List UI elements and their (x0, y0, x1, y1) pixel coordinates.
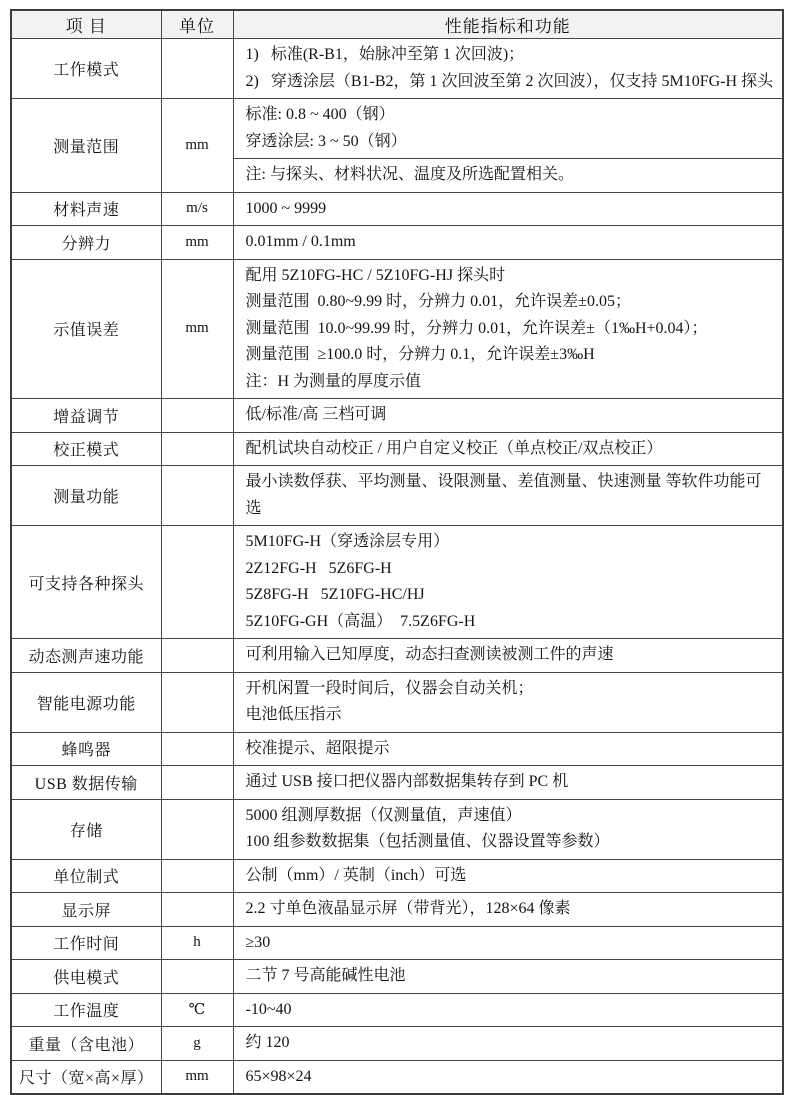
spec-cell (233, 799, 783, 859)
spec-cell (233, 993, 783, 1027)
unit-cell (161, 799, 233, 859)
item-cell: 尺寸（宽×高×厚） (11, 1060, 161, 1094)
row-measure-functions (11, 466, 783, 526)
spec-line: 5000 组测厚数据（仅测量值，声速值） (245, 806, 522, 824)
spec-line: 2.2 寸单色液晶显示屏（带背光），128×64 像素 (245, 900, 571, 917)
item-cell: USB 数据传输 (11, 766, 161, 800)
item-cell: 可支持各种探头 (11, 526, 161, 639)
unit-cell (161, 399, 233, 433)
row-indication-error (11, 259, 783, 399)
spec-cell (233, 259, 783, 399)
spec-cell (233, 39, 783, 99)
unit-cell (161, 639, 233, 673)
row-material-velocity (11, 192, 783, 226)
row-work-mode (11, 39, 783, 99)
spec-line: -10~40 (245, 1000, 292, 1018)
item-cell: 显示屏 (11, 893, 161, 927)
spec-line: 配机试块自动校正 / 用户自定义校正（单点校正/双点校正） (245, 439, 663, 457)
spec-line: 注：H 为测量的厚度示值 (245, 372, 422, 390)
spec-cell (233, 859, 783, 893)
spec-line: 最小读数俘获、平均测量、设限测量、差值测量、快速测量 等软件功能可选 (245, 473, 762, 517)
spec-line: 0.01mm / 0.1mm (245, 233, 356, 250)
spec-cell (233, 732, 783, 766)
row-storage (11, 799, 783, 859)
spec-cell (233, 1027, 783, 1061)
item-cell: 示值误差 (11, 259, 161, 399)
spec-line: ≥30 (245, 933, 271, 951)
unit-cell (161, 960, 233, 994)
item-cell: 测量功能 (11, 466, 161, 526)
spec-line: 低/标准/高 三档可调 (245, 406, 387, 423)
row-resolution (11, 226, 783, 260)
spec-cell (233, 226, 783, 260)
header-unit: 单位 (161, 10, 233, 39)
spec-cell (233, 466, 783, 526)
unit-cell: m/s (161, 192, 233, 226)
row-display (11, 893, 783, 927)
item-cell: 单位制式 (11, 859, 161, 893)
spec-cell (233, 672, 783, 732)
row-power-mode (11, 960, 783, 994)
item-cell: 供电模式 (11, 960, 161, 994)
spec-line: 注: 与探头、材料状况、温度及所选配置相关。 (245, 166, 574, 183)
row-dynamic-velocity (11, 639, 783, 673)
item-cell: 材料声速 (11, 192, 161, 226)
spec-line: 校准提示、超限提示 (245, 739, 390, 757)
unit-cell (161, 893, 233, 927)
unit-cell: mm (161, 226, 233, 260)
item-cell: 智能电源功能 (11, 672, 161, 732)
spec-cell (233, 159, 783, 193)
row-smart-power (11, 672, 783, 732)
item-cell: 分辨力 (11, 226, 161, 260)
spec-line: 1000 ~ 9999 (245, 199, 327, 217)
unit-cell (161, 672, 233, 732)
item-cell: 增益调节 (11, 399, 161, 433)
unit-cell: mm (161, 1060, 233, 1094)
row-dimensions (11, 1060, 783, 1094)
spec-line: 开机闲置一段时间后，仪器会自动关机； (245, 679, 534, 697)
spec-cell (233, 766, 783, 800)
row-measure-range (11, 99, 783, 159)
spec-cell (233, 432, 783, 466)
unit-cell: ℃ (161, 993, 233, 1027)
item-cell: 工作时间 (11, 926, 161, 960)
spec-line: 100 组参数数据集（包括测量值、仪器设置等参数） (245, 833, 610, 850)
row-gain-adjust (11, 399, 783, 433)
spec-line: 5M10FG-H（穿透涂层专用） (245, 533, 450, 550)
spec-cell (233, 926, 783, 960)
spec-cell (233, 960, 783, 994)
unit-cell: mm (161, 259, 233, 399)
spec-line: 测量范围 0.80~9.99 时，分辨力 0.01，允许误差±0.05； (245, 293, 631, 310)
unit-cell (161, 39, 233, 99)
spec-cell (233, 192, 783, 226)
spec-line: 电池低压指示 (245, 706, 342, 723)
row-usb-transfer (11, 766, 783, 800)
row-calibration-mode (11, 432, 783, 466)
unit-cell (161, 766, 233, 800)
unit-cell: g (161, 1027, 233, 1061)
spec-cell (233, 1060, 783, 1094)
row-weight (11, 1027, 783, 1061)
item-cell: 校正模式 (11, 432, 161, 466)
item-cell: 工作模式 (11, 39, 161, 99)
unit-cell: mm (161, 99, 233, 193)
spec-line: 测量范围 10.0~99.99 时，分辨力 0.01，允许误差±（1‰H+0.04）； (245, 319, 708, 337)
spec-cell (233, 99, 783, 159)
header-spec: 性能指标和功能 (233, 10, 783, 39)
spec-line: 约 120 (245, 1034, 290, 1051)
item-cell: 工作温度 (11, 993, 161, 1027)
spec-line: 标准: 0.8 ~ 400（钢） (245, 106, 395, 123)
spec-line: 5Z10FG-GH（高温） 7.5Z6FG-H (245, 612, 476, 630)
spec-cell (233, 639, 783, 673)
spec-table (10, 9, 784, 1095)
header-item: 项 目 (11, 10, 161, 39)
unit-cell (161, 859, 233, 893)
spec-cell (233, 399, 783, 433)
item-cell: 蜂鸣器 (11, 732, 161, 766)
spec-line: 可利用输入已知厚度，动态扫查测读被测工件的声速 (245, 646, 614, 663)
spec-line: 2) 穿透涂层（B1-B2，第 1 次回波至第 2 次回波），仅支持 5M10FG-H 探头 (245, 72, 774, 90)
row-unit-system (11, 859, 783, 893)
spec-line: 配用 5Z10FG-HC / 5Z10FG-HJ 探头时 (245, 266, 506, 284)
spec-line: 1) 标准(R-B1，始脉冲至第 1 次回波)； (245, 46, 525, 63)
unit-cell (161, 432, 233, 466)
item-cell: 重量（含电池） (11, 1027, 161, 1061)
spec-line: 二节 7 号高能碱性电池 (245, 967, 406, 984)
spec-line: 公制（mm）/ 英制（inch）可选 (245, 866, 467, 884)
unit-cell: h (161, 926, 233, 960)
unit-cell (161, 466, 233, 526)
spec-line: 5Z8FG-H 5Z10FG-HC/HJ (245, 586, 425, 603)
spec-line: 穿透涂层: 3 ~ 50（钢） (245, 132, 407, 150)
item-cell: 存储 (11, 799, 161, 859)
row-work-time (11, 926, 783, 960)
row-probes (11, 526, 783, 639)
item-cell: 动态测声速功能 (11, 639, 161, 673)
spec-cell (233, 893, 783, 927)
header-row (11, 10, 783, 39)
row-work-temperature (11, 993, 783, 1027)
unit-cell (161, 732, 233, 766)
spec-line: 通过 USB 接口把仪器内部数据集转存到 PC 机 (245, 773, 569, 790)
spec-line: 2Z12FG-H 5Z6FG-H (245, 559, 392, 577)
spec-cell (233, 526, 783, 639)
item-cell: 测量范围 (11, 99, 161, 193)
unit-cell (161, 526, 233, 639)
row-buzzer (11, 732, 783, 766)
spec-line: 65×98×24 (245, 1067, 312, 1085)
spec-line: 测量范围 ≥100.0 时，分辨力 0.1，允许误差±3‰H (245, 346, 595, 363)
